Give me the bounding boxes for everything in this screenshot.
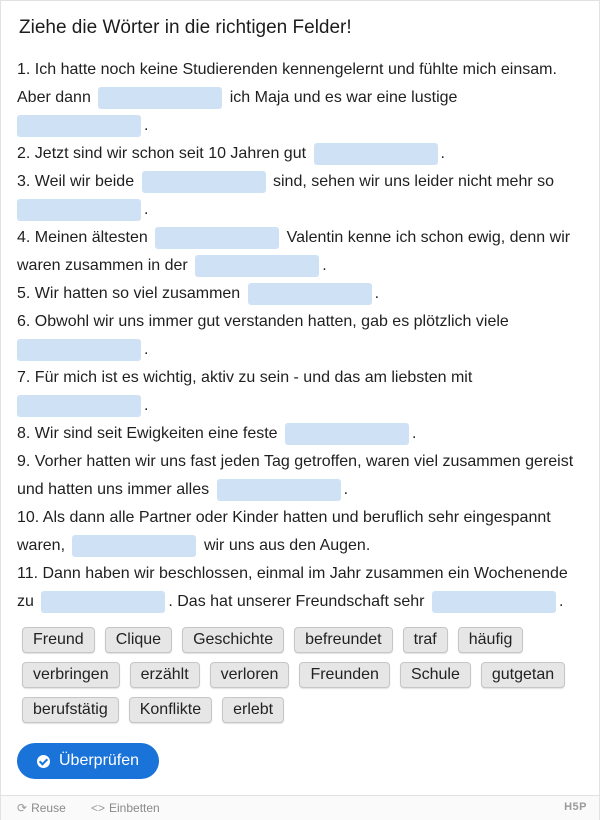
- sentence-1: [17, 56, 587, 140]
- draggable-word[interactable]: befreundet: [294, 627, 393, 653]
- sentence-text: 7. Für mich ist es wichtig, aktiv zu sein - und das am liebsten mit: [17, 369, 473, 386]
- sentence-6: [17, 308, 587, 364]
- task-title: Ziehe die Wörter in die richtigen Felder!: [19, 17, 352, 38]
- draggable-word[interactable]: häufig: [458, 627, 524, 653]
- sentence-text: 1. Ich hatte noch keine Studierenden kennengelernt und fühlte mich einsam. Aber dann: [17, 61, 557, 106]
- drop-zone[interactable]: [72, 535, 196, 557]
- reuse-icon: ⟳: [17, 801, 28, 815]
- check-button-label: Überprüfen: [59, 752, 140, 769]
- sentence-text: sind, sehen wir uns leider nicht mehr so: [273, 173, 555, 190]
- draggable-word[interactable]: Schule: [400, 662, 471, 688]
- sentence-5: [17, 280, 587, 308]
- drop-zone[interactable]: [98, 87, 222, 109]
- sentence-text: Valentin kenne ich schon ewig, denn wir waren zusammen in der: [17, 229, 571, 274]
- drop-zone[interactable]: [248, 283, 372, 305]
- sentence-text: .: [374, 285, 380, 302]
- drop-zone[interactable]: [17, 115, 141, 137]
- sentence-text: 2. Jetzt sind wir schon seit 10 Jahren gut: [17, 145, 307, 162]
- draggable-word[interactable]: verloren: [210, 662, 290, 688]
- sentence-text: 11. Dann haben wir beschlossen, einmal im Jahr zusammen ein Wochenende zu: [17, 565, 568, 610]
- draggable-word[interactable]: erzählt: [130, 662, 200, 688]
- draggable-word[interactable]: Geschichte: [182, 627, 284, 653]
- draggable-word[interactable]: verbringen: [22, 662, 120, 688]
- sentence-8: [17, 420, 587, 448]
- sentence-text: .: [343, 481, 349, 498]
- sentence-text: .: [144, 341, 149, 358]
- sentence-text: .: [144, 201, 149, 218]
- sentence-text: . Das hat unserer Freundschaft sehr: [168, 593, 425, 610]
- draggable-word[interactable]: Freunden: [299, 662, 390, 688]
- sentence-text: 9. Vorher hatten wir uns fast jeden Tag getroffen, waren viel zusammen gereist und hatten uns immer alles: [17, 453, 574, 498]
- sentence-text: 10. Als dann alle Partner oder Kinder hatten und beruflich sehr eingespannt waren,: [17, 509, 551, 554]
- sentence-text: .: [322, 257, 327, 274]
- drop-zone[interactable]: [17, 339, 141, 361]
- embed-icon: <>: [91, 801, 106, 815]
- sentence-text: .: [558, 593, 564, 610]
- drop-zone[interactable]: [41, 591, 165, 613]
- draggable-word[interactable]: Clique: [105, 627, 172, 653]
- drop-zone[interactable]: [314, 143, 438, 165]
- sentence-text: ich Maja und es war eine lustige: [229, 89, 458, 106]
- draggable-word[interactable]: berufstätig: [22, 697, 119, 723]
- drop-zone[interactable]: [155, 227, 279, 249]
- sentence-text: 4. Meinen ältesten: [17, 229, 148, 246]
- sentence-text: 6. Obwohl wir uns immer gut verstanden hatten, gab es plötzlich viele: [17, 313, 509, 330]
- cloze-text: [17, 56, 587, 616]
- sentence-text: .: [144, 117, 149, 134]
- drop-zone[interactable]: [142, 171, 266, 193]
- draggable-word[interactable]: Konflikte: [129, 697, 212, 723]
- drop-zone[interactable]: [195, 255, 319, 277]
- sentence-10: [17, 504, 587, 560]
- draggable-word[interactable]: erlebt: [222, 697, 284, 723]
- sentence-text: 3. Weil wir beide: [17, 173, 135, 190]
- embed-link[interactable]: [91, 801, 160, 815]
- sentence-4: [17, 224, 587, 280]
- footer-bar: [1, 795, 599, 820]
- sentence-text: wir uns aus den Augen.: [203, 537, 371, 554]
- drop-zone[interactable]: [285, 423, 409, 445]
- sentence-text: .: [412, 425, 417, 442]
- draggable-word[interactable]: Freund: [22, 627, 95, 653]
- drop-zone[interactable]: [217, 479, 341, 501]
- word-pool: [22, 627, 582, 732]
- sentence-text: 8. Wir sind seit Ewigkeiten eine feste: [17, 425, 278, 442]
- h5p-logo[interactable]: H5P: [564, 801, 587, 813]
- sentence-7: [17, 364, 587, 420]
- sentence-text: .: [440, 145, 445, 162]
- reuse-link[interactable]: [17, 801, 66, 815]
- reuse-label: Reuse: [31, 801, 66, 815]
- drop-zone[interactable]: [17, 395, 141, 417]
- sentence-9: [17, 448, 587, 504]
- sentence-11: [17, 560, 587, 616]
- drop-zone[interactable]: [17, 199, 141, 221]
- sentence-text: 5. Wir hatten so viel zusammen: [17, 285, 241, 302]
- sentence-text: .: [144, 397, 149, 414]
- sentence-3: [17, 168, 587, 224]
- drop-zone[interactable]: [432, 591, 556, 613]
- sentence-2: [17, 140, 587, 168]
- check-button[interactable]: [17, 743, 159, 779]
- embed-label: Einbetten: [109, 801, 160, 815]
- draggable-word[interactable]: traf: [403, 627, 448, 653]
- check-circle-icon: [37, 755, 50, 768]
- draggable-word[interactable]: gutgetan: [481, 662, 565, 688]
